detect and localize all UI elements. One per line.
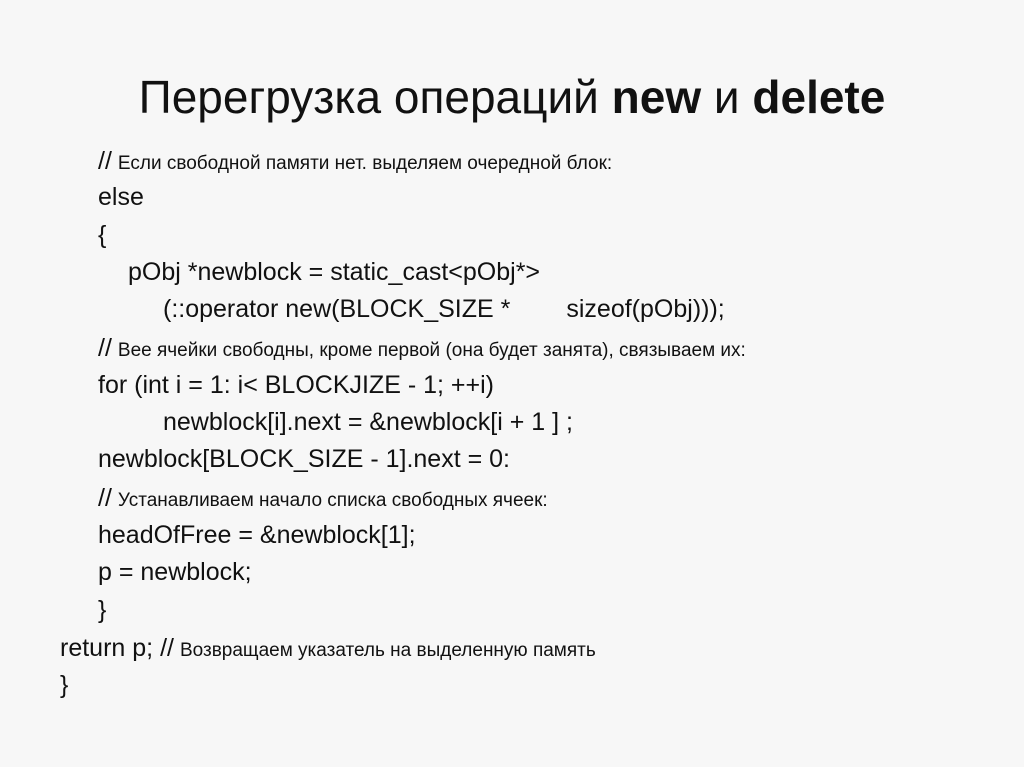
code-line-allocation bbox=[163, 294, 725, 328]
comment-text: Возвращаем указатель на выделенную память bbox=[179, 640, 596, 661]
comment-text: Устанавливаем начало списка свободных ячеек: bbox=[117, 490, 548, 511]
comment-marker: // bbox=[98, 334, 112, 362]
title-text: Перегрузка операций bbox=[138, 71, 612, 123]
code-line-return bbox=[60, 633, 596, 667]
code-open-brace: { bbox=[98, 221, 107, 249]
alloc-part-2: sizeof(pObj))); bbox=[566, 295, 725, 323]
title-conjunction: и bbox=[701, 71, 753, 123]
slide-title bbox=[0, 62, 1024, 132]
code-comment-line bbox=[98, 146, 612, 180]
return-code: return p; bbox=[60, 634, 161, 662]
code-line-declaration: pObj *newblock = static_cast<pObj*> bbox=[128, 258, 541, 286]
comment-marker: // bbox=[160, 634, 174, 662]
comment-marker: // bbox=[98, 484, 112, 512]
comment-text: Вее ячейки свободны, кроме первой (она будет занята), связываем их: bbox=[117, 340, 746, 361]
comment-text: Если свободной памяти нет. выделяем очередной блок: bbox=[117, 153, 613, 174]
code-line-for: for (int i = 1: i< BLOCKJIZE - 1; ++i) bbox=[98, 371, 494, 399]
code-line-p: p = newblock; bbox=[98, 558, 252, 586]
comment-marker: // bbox=[98, 147, 112, 175]
code-line-next-assign: newblock[i].next = &newblock[i + 1 ] ; bbox=[163, 408, 573, 436]
title-keyword-new: new bbox=[611, 71, 702, 123]
code-comment-line bbox=[98, 483, 548, 517]
code-line-head: headOfFree = &newblock[1]; bbox=[98, 521, 416, 549]
code-comment-line bbox=[98, 333, 746, 367]
code-close-brace-outer: } bbox=[60, 671, 69, 699]
alloc-part-1: (::operator new(BLOCK_SIZE * bbox=[163, 295, 511, 323]
title-keyword-delete: delete bbox=[752, 71, 886, 123]
code-line-last-next: newblock[BLOCK_SIZE - 1].next = 0: bbox=[98, 445, 510, 473]
code-line-else: else bbox=[98, 183, 144, 211]
code-close-brace-inner: } bbox=[98, 596, 107, 624]
